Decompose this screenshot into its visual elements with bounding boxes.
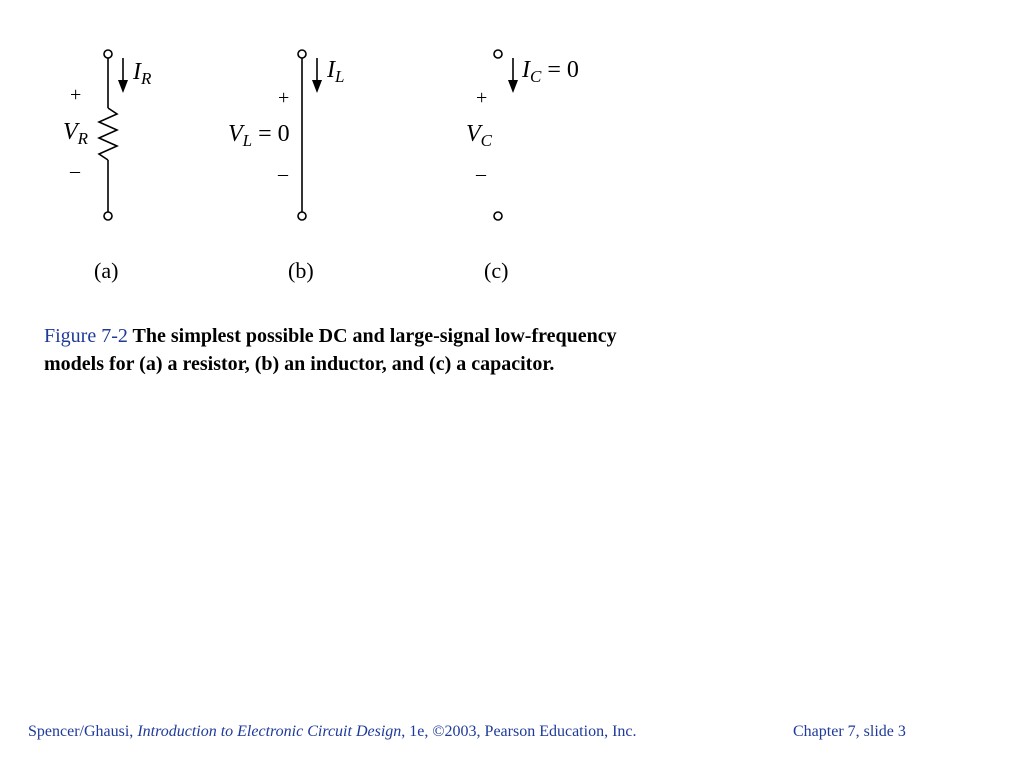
footer-book-title: Introduction to Electronic Circuit Design: [137, 723, 402, 740]
panel-label-a: (a): [94, 258, 119, 283]
current-arrowhead-c: [508, 80, 518, 93]
figure-number: Figure 7-2: [44, 325, 128, 347]
plus-sign-c: +: [476, 87, 488, 109]
panel-b-inductor: [228, 50, 344, 283]
circuit-models-figure: [0, 0, 1024, 300]
current-arrowhead-a: [118, 80, 128, 93]
panel-a-bottom-terminal: [104, 212, 112, 220]
footer-author: Spencer/Ghausi,: [28, 723, 138, 740]
minus-sign-a: –: [70, 160, 80, 182]
voltage-label-c: $V_C$: [466, 121, 493, 150]
voltage-label-b: $V_L = 0$: [228, 121, 290, 150]
plus-sign-a: +: [70, 84, 82, 106]
current-label-b: $I_L$: [327, 57, 345, 86]
figure-caption: [44, 322, 644, 378]
minus-sign-c: –: [476, 163, 486, 185]
footer-edition: , 1e, ©2003, Pearson Education, Inc.: [401, 723, 637, 740]
panel-label-b: (b): [288, 258, 314, 283]
footer-slide-number: Chapter 7, slide 3: [793, 723, 906, 740]
panel-c-top-terminal: [494, 50, 502, 58]
plus-sign-b: +: [278, 87, 290, 109]
footer-citation: [28, 723, 637, 741]
caption-text: The simplest possible DC and large-signal low-frequency models for (a) a resistor, (b) an inductor, and (c) a capacitor.: [44, 325, 617, 375]
current-label-a: $I_R$: [133, 59, 152, 88]
panel-a-resistor: [63, 50, 152, 283]
panel-b-bottom-terminal: [298, 212, 306, 220]
voltage-label-a: $V_R$: [63, 119, 89, 148]
panel-c-capacitor: [466, 50, 579, 283]
panel-c-bottom-terminal: [494, 212, 502, 220]
current-label-c: $I_C = 0$: [522, 57, 579, 86]
minus-sign-b: –: [278, 163, 288, 185]
panel-label-c: (c): [484, 258, 509, 283]
panel-a-top-terminal: [104, 50, 112, 58]
resistor-zigzag: [99, 108, 117, 160]
panel-b-top-terminal: [298, 50, 306, 58]
current-arrowhead-b: [312, 80, 322, 93]
